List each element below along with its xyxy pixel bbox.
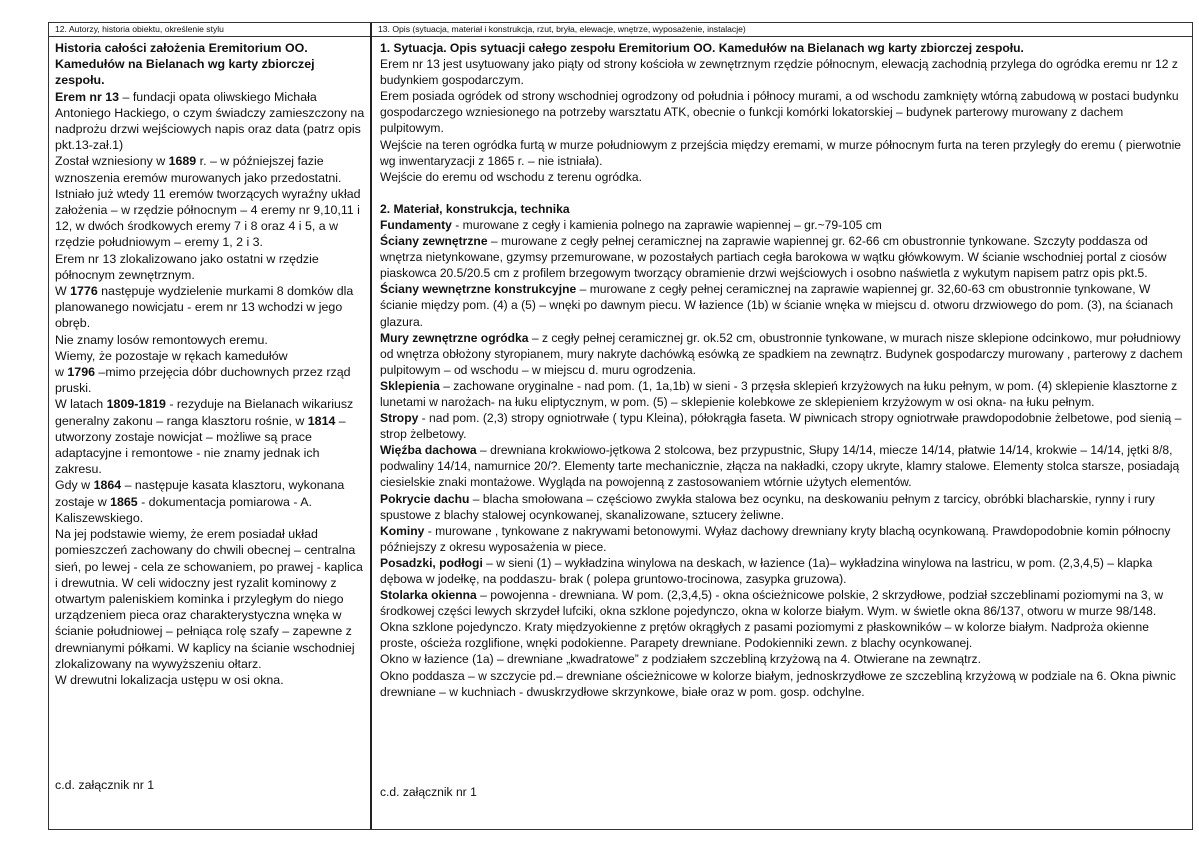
description-column-header: 13. Opis (sytuacja, materiał i konstrukcja, rzut, bryła, elewacje, wnętrze, wyposażenie, instalacje) — [372, 23, 1192, 37]
history-paragraph: Erem nr 13 zlokalizowano jako ostatni w rzędzie północnym zewnętrznym. — [55, 251, 319, 282]
material-paragraph: Sklepienia – zachowane oryginalne - nad pom. (1, 1a,1b) w sieni - 3 przęsła sklepień krzyżowych na łuku pełnym, w pom. (4) sklepienie klasztorne z lunetami w narożach- na łuku eliptycznym, w pom. (5) – sklepienie kolebkowe ze sklepieniem krzyżowym w osi okna- na łuku pełnym. — [380, 378, 1178, 409]
material-paragraph: Mury zewnętrzne ogródka – z cegły pełnej ceramicznej gr. ok.52 cm, obustronnie tynkowane, w murach nisze sklepione odcinkowo, mur południowy od wnętrza obłożony styropianem, mury nakryte dachówką esówką ze spadkiem na zewnątrz. Budynek gospodarczy murowany , parterowy z dachem pulpitowym – od wschodu – w miejscu d. muru ogrodzenia. — [380, 330, 1183, 377]
situation-paragraph: Wejście na teren ogródka furtą w murze południowym z przejścia między eremami, w murze północnym furta na teren przyległy do eremu ( pierwotnie wg inwentaryzacji z 1865 r. – nie istniała). — [380, 137, 1181, 168]
history-column — [49, 23, 372, 829]
material-paragraph: Ściany wewnętrzne konstrukcyjne – murowane z cegły pełnej ceramicznej na zaprawie wapiennej gr. 32,60-63 cm obustronnie tynkowane, W ścianie między pom. (4) a (5) – wnęki po dawnym piecu. W łazience (1b) w ścianie wnęka w miejscu d. otworu drzwiowego do pom. (3), na ścianach glazura. — [380, 282, 1174, 329]
material-paragraph: Posadzki, podłogi – w sieni (1) – wykładzina winylowa na deskach, w łazience (1a)– wykładzina winylowa na lastricu, w pom. (2,3,4,5) – klapka dębowa w jodełkę, na poddaszu- brak ( polepa gruntowo-trocinowa, zasypka gruzowa). — [380, 555, 1153, 586]
material-paragraph: Fundamenty - murowane z cegły i kamienia polnego na zaprawie wapiennej – gr.~79-105 cm — [380, 217, 882, 232]
history-title: Historia całości założenia Eremitorium OO. Kamedułów na Bielanach wg karty zbiorczej zespołu. — [55, 41, 315, 88]
document-sheet — [48, 22, 1193, 830]
history-column-body — [49, 37, 370, 688]
material-paragraph: Więźba dachowa – drewniana krokwiowo-jętkowa 2 stolcowa, bez przypustnic, Słupy 14/14, miecze 14/14, płatwie 14/14, krokwie – 14/14, jętki 8/8, podwaliny 14/14, namurnice 20/?. Elementy tarte mechanicznie, złącza na nakładki, czopy ukryte, klamry stalowe. Elementy stolca starsze, posiadają ciesielskie znaki montażowe. Wygląda na powojenną z zastosowaniem wtórnie użytych elementów. — [380, 443, 1180, 490]
history-paragraph: Został wzniesiony w 1689 r. – w późniejszej fazie wznoszenia eremów murowanych jako przedostatni. — [55, 154, 342, 185]
material-paragraph: Kominy - murowane , tynkowane z nakrywami betonowymi. Wyłaz dachowy drewniany kryty blachą ocynkowaną. Prawdopodobnie komin północny późniejszy z okresu wyposażenia w piece. — [380, 523, 1171, 554]
description-column — [372, 23, 1192, 829]
material-paragraph: Stolarka okienna – powojenna - drewniana. W pom. (2,3,4,5) - okna ościeżnicowe polskie, 2 skrzydłowe, podział szczeblinami poziomymi na 3, w środkowej części lewych skrzydeł lufciki, okna szklone pojedynczo, okna w kolorze białym. Wym. w świetle okna 86/137, otworu w murze 98/148. Okna szklone pojedynczo. Kraty międzyokienne z prętów okrągłych z pasami poziomymi z płaskowników – w kolorze białym. Nadproża okienne proste, ościeża rozglifione, wnęki podokienne. Parapety drewniane. Podokienniki zewn. z blachy ocynkowanej. — [380, 588, 1164, 651]
material-paragraph: Okno w łazience (1a) – drewniane „kwadratowe” z podziałem szczebliną krzyżową na 4. Otwierane na zewnątrz. — [380, 652, 981, 667]
history-paragraph: Istniało już wtedy 11 eremów tworzących wyraźny układ założenia – w rzędzie północnym – 4 eremy nr 9,10,11 i 12, w dwóch środkowych eremy 7 i 8 oraz 4 i 5, a w rzędzie południowym – eremy 1, 2 i 3. — [55, 186, 361, 250]
material-paragraph: Stropy - nad pom. (2,3) stropy ogniotrwałe ( typu Kleina), półokrągła faseta. W piwnicach stropy ogniotrwałe prawdopodobnie żelbetowe, pod sienią – strop żelbetowy. — [380, 411, 1182, 442]
history-paragraph: W 1776 następuje wydzielenie murkami 8 domków dla planowanego nowicjatu - erem nr 13 wchodzi w jego obręb. — [55, 284, 354, 331]
continuation-note: c.d. załącznik nr 1 — [380, 785, 477, 799]
section-situation-title: 1. Sytuacja. Opis sytuacji całego zespołu Eremitorium OO. Kamedułów na Bielanach wg karty zbiorczej zespołu. — [380, 41, 1024, 55]
history-paragraph: Erem nr 13 – fundacji opata oliwskiego Michała Antoniego Hackiego, o czym świadczy zamieszczony na nadprożu drzwi wejściowych napis oraz data (patrz opis pkt.13-zał.1) — [55, 89, 365, 153]
history-column-header: 12. Autorzy, historia obiektu, określenie stylu — [49, 23, 370, 37]
description-column-body — [372, 37, 1192, 700]
situation-paragraph: Erem posiada ogródek od strony wschodniej ogrodzony od południa i północy murami, a od wschodu zamknięty wtórną zabudową w postaci budynku gospodarczego wzniesionego na potrzeby warsztatu ATK, obecnie o funkcji komórki lokatorskiej – budynek parterowy murowany z dachem pulpitowym. — [380, 89, 1179, 136]
history-paragraph: Wiemy, że pozostaje w rękach kamedułów — [55, 348, 288, 363]
history-paragraph: Gdy w 1864 – następuje kasata klasztoru, wykonana zostaje w 1865 - dokumentacja pomiarowa - A. Kaliszewskiego. — [55, 478, 345, 525]
history-paragraph: W drewutni lokalizacja ustępu w osi okna. — [55, 672, 284, 687]
material-paragraph: Pokrycie dachu – blacha smołowana – częściowo zwykła stalowa bez ocynku, na deskowaniu pełnym z tarcicy, obróbki blacharskie, rynny i rury spustowe z blachy stalowej ocynkowanej, skanalizowane, sztucery żeliwne. — [380, 491, 1155, 522]
continuation-note: c.d. załącznik nr 1 — [55, 778, 155, 792]
material-paragraph: Okno poddasza – w szczycie pd.– drewniane ościeżnicowe w kolorze białym, jednoskrzydłowe ze szczebliną krzyżową w podziale na 6. Okna piwnic drewniane – w kuchniach - dwuskrzydłowe skrzynkowe, białe oraz w pom. gosp. odchylne. — [380, 668, 1176, 699]
section-spacer — [380, 185, 1188, 201]
history-paragraph: w 1796 –mimo przejęcia dóbr duchownych przez rząd pruski. — [55, 365, 351, 396]
situation-paragraph: Wejście do eremu od wschodu z terenu ogródka. — [380, 169, 642, 184]
material-paragraph: Ściany zewnętrzne – murowane z cegły pełnej ceramicznej na zaprawie wapiennej gr. 62-66 cm obustronnie tynkowane. Szczyty poddasza od wnętrza nietynkowane, gzymsy przemurowane, w pozostałych partiach cegła barokowa w wątku główkowym. W ścianie wschodniej portal z ciosów piaskowca 20.5/20.5 cm z profilem brzegowym tworzący obramienie drzwi wejściowych i osobno naświetla z wykutym napisem patrz opis pkt.5. — [380, 234, 1167, 281]
section-material-title: 2. Materiał, konstrukcja, technika — [380, 201, 570, 216]
history-paragraph: Na jej podstawie wiemy, że erem posiadał układ pomieszczeń zachowany do chwili obecnej – centralna sień, po lewej - cela ze schowaniem, po prawej - kaplica i drewutnia. W celi widoczny jest ryzalit kominowy z otwartym paleniskiem kominka i przyległym do niego urządzeniem pieca oraz charakterystyczna wnęka w ścianie południowej – pełniąca rolę szafy – zapewne z drewnianymi półkami. W kaplicy na ścianie wschodniej zlokalizowany na wywyższeniu ołtarz. — [55, 527, 363, 671]
history-paragraph: Nie znamy losów remontowych eremu. — [55, 332, 268, 347]
history-paragraph: W latach 1809-1819 - rezyduje na Bielanach wikariusz generalny zakonu – ranga klasztoru rośnie, w 1814 – utworzony zostaje nowicjat – możliwe są prace adaptacyjne i remontowe - nie znamy jednak ich zakresu. — [55, 397, 354, 477]
situation-paragraph: Erem nr 13 jest usytuowany jako piąty od strony kościoła w zewnętrznym rzędzie północnym, elewacją zachodnią przylega do ogródka eremu nr 12 z budynkiem gospodarczym. — [380, 57, 1178, 88]
